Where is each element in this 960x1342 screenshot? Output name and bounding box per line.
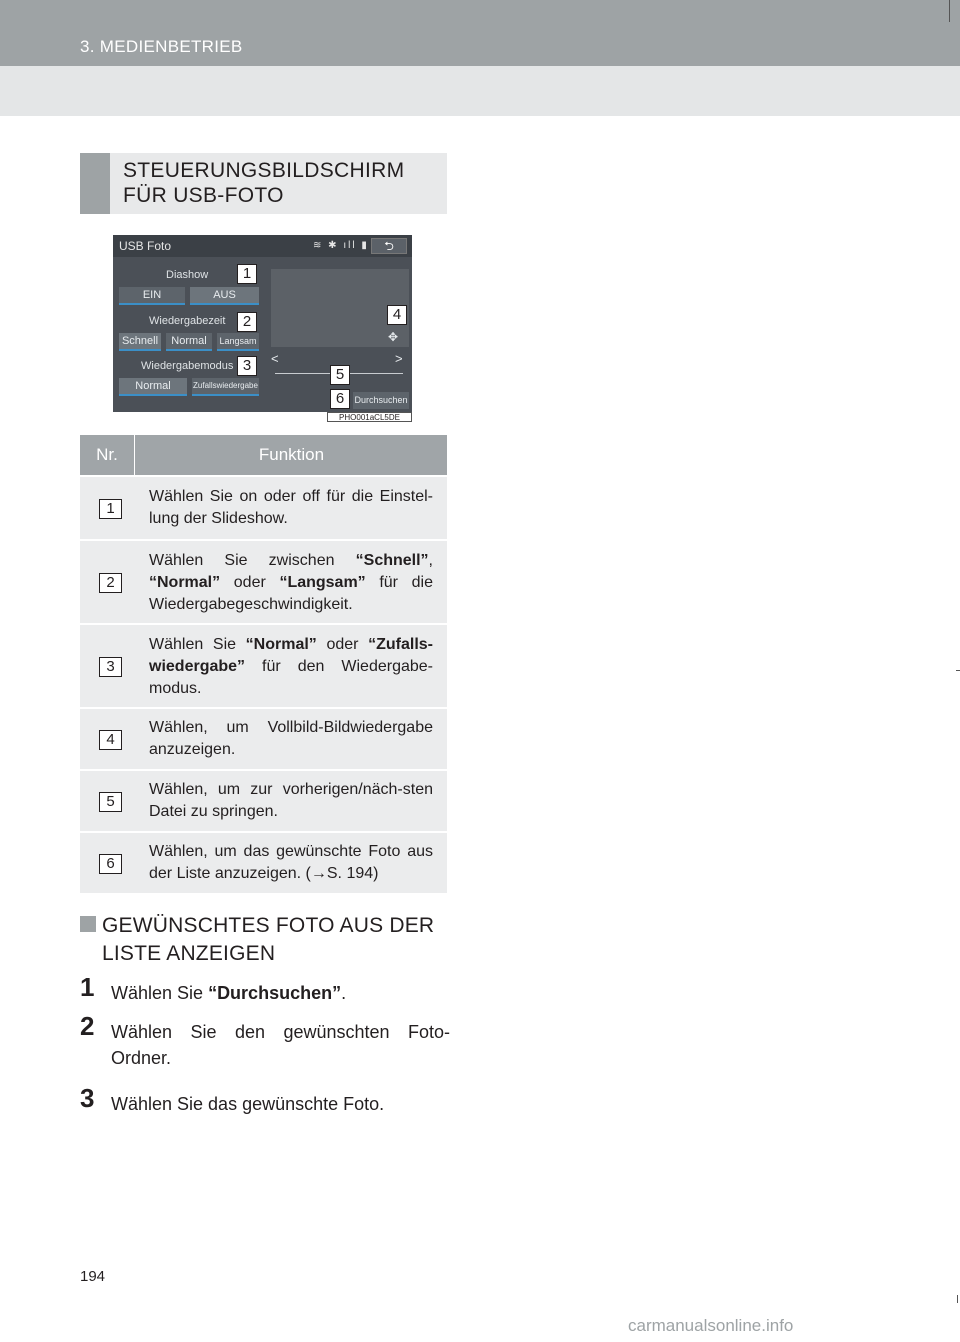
next-icon[interactable]: > [395, 351, 403, 366]
row-number: 2 [99, 573, 122, 593]
fullscreen-icon[interactable]: ✥ [388, 330, 399, 344]
image-code: PHO001aCL5DE [327, 412, 412, 422]
step-number: 1 [80, 972, 95, 1002]
back-icon[interactable]: ⮌ [371, 238, 407, 254]
header-sub-band [0, 66, 960, 116]
row-text: Wählen, um zur vorherigen/näch-sten Datei zu springen. [149, 781, 433, 820]
site-watermark[interactable]: carmanualsonline.info [628, 1316, 794, 1335]
speed-label: Wiedergabezeit [149, 315, 226, 327]
callout-6: 6 [330, 389, 350, 409]
screen-title: USB Foto [119, 239, 172, 253]
step-1 [80, 972, 450, 1006]
table-row [80, 707, 447, 769]
square-bullet-icon [80, 916, 96, 932]
callout-1: 1 [237, 264, 257, 284]
slideshow-label: Diashow [166, 269, 209, 281]
browse-button[interactable]: Durchsuchen [353, 392, 409, 409]
callout-2: 2 [237, 312, 257, 332]
table-row [80, 539, 447, 623]
table-row [80, 769, 447, 831]
row-text: Wählen, um das gewünschte Foto aus der Liste anzuzeigen. (→S. 194) [149, 843, 433, 882]
heading-accent [80, 153, 110, 214]
page-number: 194 [80, 1268, 106, 1285]
section-heading [80, 153, 447, 214]
slideshow-off-button[interactable]: AUS [190, 287, 259, 305]
status-icons: ≋ ✱ ıll ▮ [313, 240, 369, 251]
step-3 [80, 1083, 450, 1117]
header-function: Funktion [258, 445, 325, 464]
crop-mark [956, 670, 960, 671]
step-text: Wählen Sie das gewünschte Foto. [111, 1094, 385, 1114]
callout-3: 3 [237, 356, 257, 376]
row-number: 3 [99, 657, 122, 677]
mode-label: Wiedergabemodus [141, 360, 234, 372]
slideshow-on-button[interactable]: EIN [119, 287, 185, 305]
crop-mark [949, 0, 950, 22]
step-text: Wählen Sie den gewünschten Foto-Ordner. [111, 1022, 450, 1068]
section-title: STEUERUNGSBILDSCHIRM FÜR USB-FOTO [123, 159, 405, 207]
row-number: 6 [99, 854, 122, 874]
speed-slow-button[interactable]: Langsam [217, 333, 259, 351]
row-text: Wählen Sie on oder off für die Einstel-lung der Slideshow. [149, 488, 433, 527]
row-text: Wählen Sie “Normal” oder “Zufalls-wiedergabe” für den Wiedergabe-modus. [149, 636, 433, 697]
speed-fast-button[interactable]: Schnell [119, 333, 161, 351]
speed-normal-button[interactable]: Normal [166, 333, 212, 351]
row-number: 5 [99, 792, 122, 812]
step-text: Wählen Sie “Durchsuchen”. [111, 983, 347, 1003]
mode-normal-button[interactable]: Normal [119, 378, 187, 396]
table-row [80, 475, 447, 539]
row-text: Wählen Sie zwischen “Schnell”, “Normal” oder “Langsam” für die Wiedergabegeschwindigkeit. [149, 552, 433, 613]
row-number: 1 [99, 499, 122, 519]
step-number: 2 [80, 1011, 95, 1041]
step-2 [80, 1011, 450, 1071]
step-number: 3 [80, 1083, 95, 1113]
crop-mark [957, 1295, 958, 1303]
header-nr: Nr. [80, 435, 135, 475]
chapter-title: 3. MEDIENBETRIEB [80, 37, 243, 56]
table-row [80, 831, 447, 893]
function-table [80, 435, 447, 893]
usb-photo-screenshot [113, 235, 412, 412]
subsection-heading: GEWÜNSCHTES FOTO AUS DER LISTE ANZEIGEN [80, 912, 450, 968]
prev-icon[interactable]: < [271, 351, 279, 366]
table-row [80, 623, 447, 707]
callout-5: 5 [330, 365, 350, 385]
mode-shuffle-button[interactable]: Zufallswiedergabe [192, 378, 259, 396]
table-header [80, 435, 447, 475]
row-text: Wählen, um Vollbild-Bildwiedergabe anzuzeigen. [149, 719, 433, 758]
callout-4: 4 [387, 305, 407, 325]
row-number: 4 [99, 730, 122, 750]
